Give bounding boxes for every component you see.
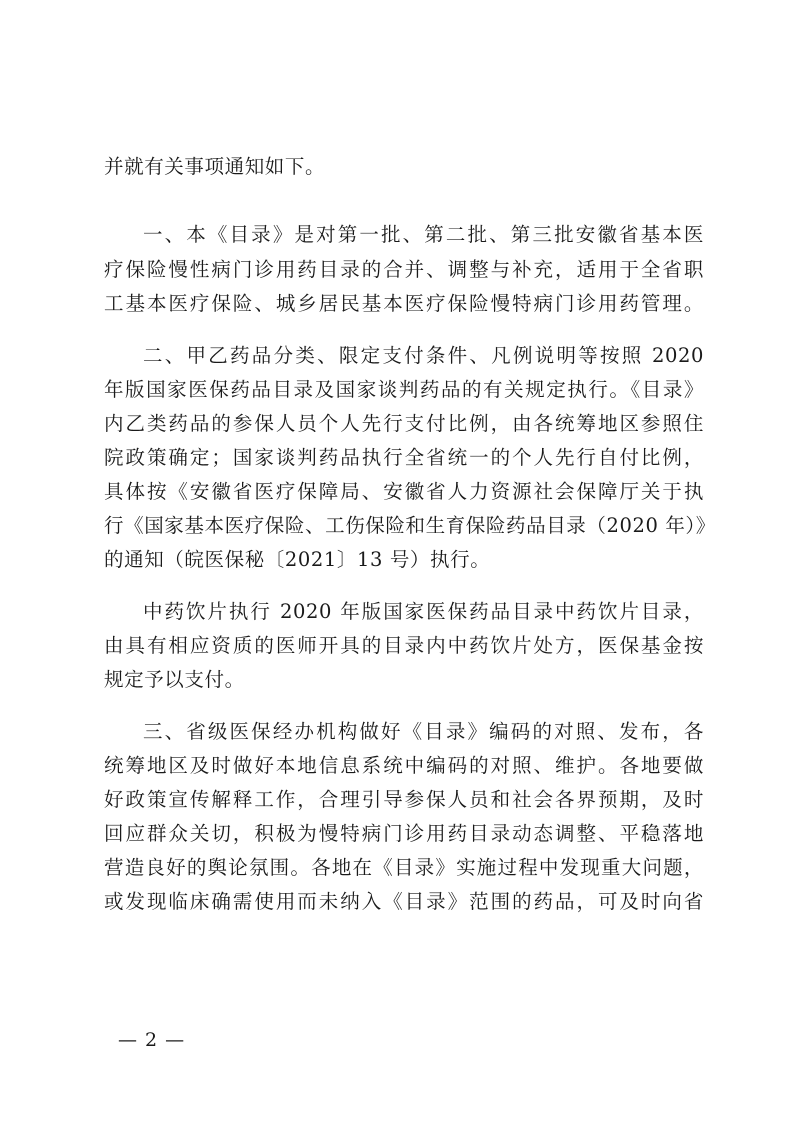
text-line-7: 内乙类药品的参保人员个人先行支付比例，由各统筹地区参照住 xyxy=(104,412,704,435)
text-line-11: 的通知（皖医保秘〔2021〕13 号）执行。 xyxy=(104,548,491,571)
text-line-10: 行《国家基本医疗保险、工伤保险和生育保险药品目录（2020 年）》 xyxy=(104,514,716,537)
text-line-12: 中药饮片执行 2020 年版国家医保药品目录中药饮片目录， xyxy=(143,600,704,623)
text-line-18: 回应群众关切，积极为慢特病门诊用药目录动态调整、平稳落地 xyxy=(104,822,704,845)
text-line-3: 疗保险慢性病门诊用药目录的合并、调整与补充，适用于全省职 xyxy=(104,258,704,281)
text-line-6: 年版国家医保药品目录及国家谈判药品的有关规定执行。《目录》 xyxy=(104,378,704,401)
text-line-9: 具体按《安徽省医疗保障局、安徽省人力资源社会保障厅关于执 xyxy=(104,480,704,503)
text-line-14: 规定予以支付。 xyxy=(104,668,245,691)
text-line-1: 并就有关事项通知如下。 xyxy=(104,155,326,178)
text-line-19: 营造良好的舆论氛围。各地在《目录》实施过程中发现重大问题， xyxy=(104,856,704,879)
text-line-17: 好政策宣传解释工作，合理引导参保人员和社会各界预期，及时 xyxy=(104,788,704,811)
text-line-13: 由具有相应资质的医师开具的目录内中药饮片处方，医保基金按 xyxy=(104,634,704,657)
text-line-2: 一、本《目录》是对第一批、第二批、第三批安徽省基本医 xyxy=(143,223,704,246)
text-line-20: 或发现临床确需使用而未纳入《目录》范围的药品，可及时向省 xyxy=(104,890,704,913)
text-line-4: 工基本医疗保险、城乡居民基本医疗保险慢特病门诊用药管理。 xyxy=(104,292,704,315)
text-line-15: 三、省级医保经办机构做好《目录》编码的对照、发布，各 xyxy=(143,720,704,743)
text-line-5: 二、甲乙药品分类、限定支付条件、凡例说明等按照 2020 xyxy=(143,344,704,367)
text-line-16: 统筹地区及时做好本地信息系统中编码的对照、维护。各地要做 xyxy=(104,754,704,777)
text-line-8: 院政策确定；国家谈判药品执行全省统一的个人先行自付比例， xyxy=(104,446,704,469)
page-number: — 2 — xyxy=(118,1029,186,1051)
